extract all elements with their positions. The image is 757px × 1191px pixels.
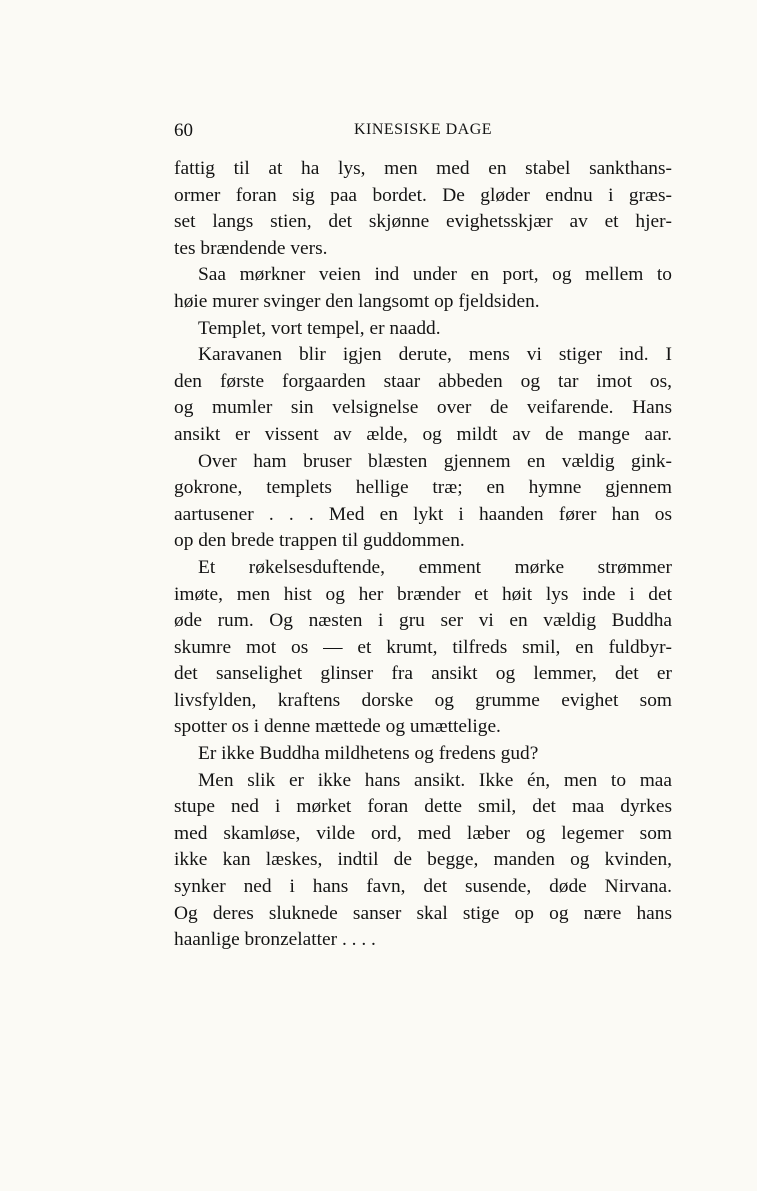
text-line: Men slik er ikke hans ansikt. Ikke én, men to maa bbox=[198, 769, 672, 791]
text-line: Karavanen blir igjen derute, mens vi stiger ind. I bbox=[198, 344, 672, 366]
text-line: den første forgaarden staar abbeden og tar imot os, bbox=[174, 370, 672, 392]
text-line: imøte, men hist og her brænder et høit lys inde i det bbox=[174, 583, 672, 605]
text-line: gokrone, templets hellige træ; en hymne gjennem bbox=[174, 477, 672, 499]
text-line: haanlige bronzelatter . . . . bbox=[174, 929, 376, 951]
text-line: spotter os i denne mættede og umættelige. bbox=[174, 716, 501, 738]
text-line: fattig til at ha lys, men med en stabel sankthans‐ bbox=[174, 158, 672, 179]
page-number: 60 bbox=[174, 120, 193, 141]
text-line: op den brede trappen til guddommen. bbox=[174, 530, 465, 552]
text-line: synker ned i hans favn, det susende, døde Nirvana. bbox=[174, 876, 672, 898]
text-line: tes brændende vers. bbox=[174, 237, 328, 259]
text-line: ikke kan læskes, indtil de begge, manden og kvinden, bbox=[174, 849, 672, 871]
text-line: det sanselighet glinser fra ansikt og lemmer, det er bbox=[174, 663, 672, 685]
running-title: KINESISKE DAGE bbox=[353, 121, 493, 138]
text-line: med skamløse, vilde ord, med læber og legemer som bbox=[174, 822, 672, 844]
text-line: Templet, vort tempel, er naadd. bbox=[198, 317, 441, 339]
text-line: øde rum. Og næsten i gru ser vi en vældig Buddha bbox=[174, 610, 672, 632]
text-line: skumre mot os — et krumt, tilfreds smil, en fuldbyr‐ bbox=[174, 636, 672, 658]
text-line: aartusener . . . Med en lykt i haanden fører han os bbox=[174, 503, 672, 525]
text-line: Er ikke Buddha mildhetens og fredens gud? bbox=[198, 743, 539, 765]
text-line: og mumler sin velsignelse over de veifarende. Hans bbox=[174, 397, 672, 419]
text-line: høie murer svinger den langsomt op fjeldsiden. bbox=[174, 290, 540, 312]
text-line: Og deres sluknede sanser skal stige op og nære hans bbox=[174, 902, 672, 924]
text-line: livsfylden, kraftens dorske og grumme evighet som bbox=[174, 689, 672, 711]
text-line: stupe ned i mørket foran dette smil, det maa dyrkes bbox=[174, 796, 672, 818]
text-line: ansikt er vissent av ælde, og mildt av de mange aar. bbox=[174, 423, 672, 445]
text-line: set langs stien, det skjønne evighetsskjær av et hjer‐ bbox=[174, 211, 672, 233]
text-line: ormer foran sig paa bordet. De gløder endnu i græs‐ bbox=[174, 184, 672, 206]
text-line: Saa mørkner veien ind under en port, og mellem to bbox=[198, 264, 672, 286]
body-text bbox=[174, 156, 672, 954]
text-line: Over ham bruser blæsten gjennem en vældig gink‐ bbox=[198, 450, 672, 472]
page-header bbox=[174, 120, 672, 148]
text-line: Et røkelsesduftende, emment mørke strømmer bbox=[198, 556, 672, 578]
